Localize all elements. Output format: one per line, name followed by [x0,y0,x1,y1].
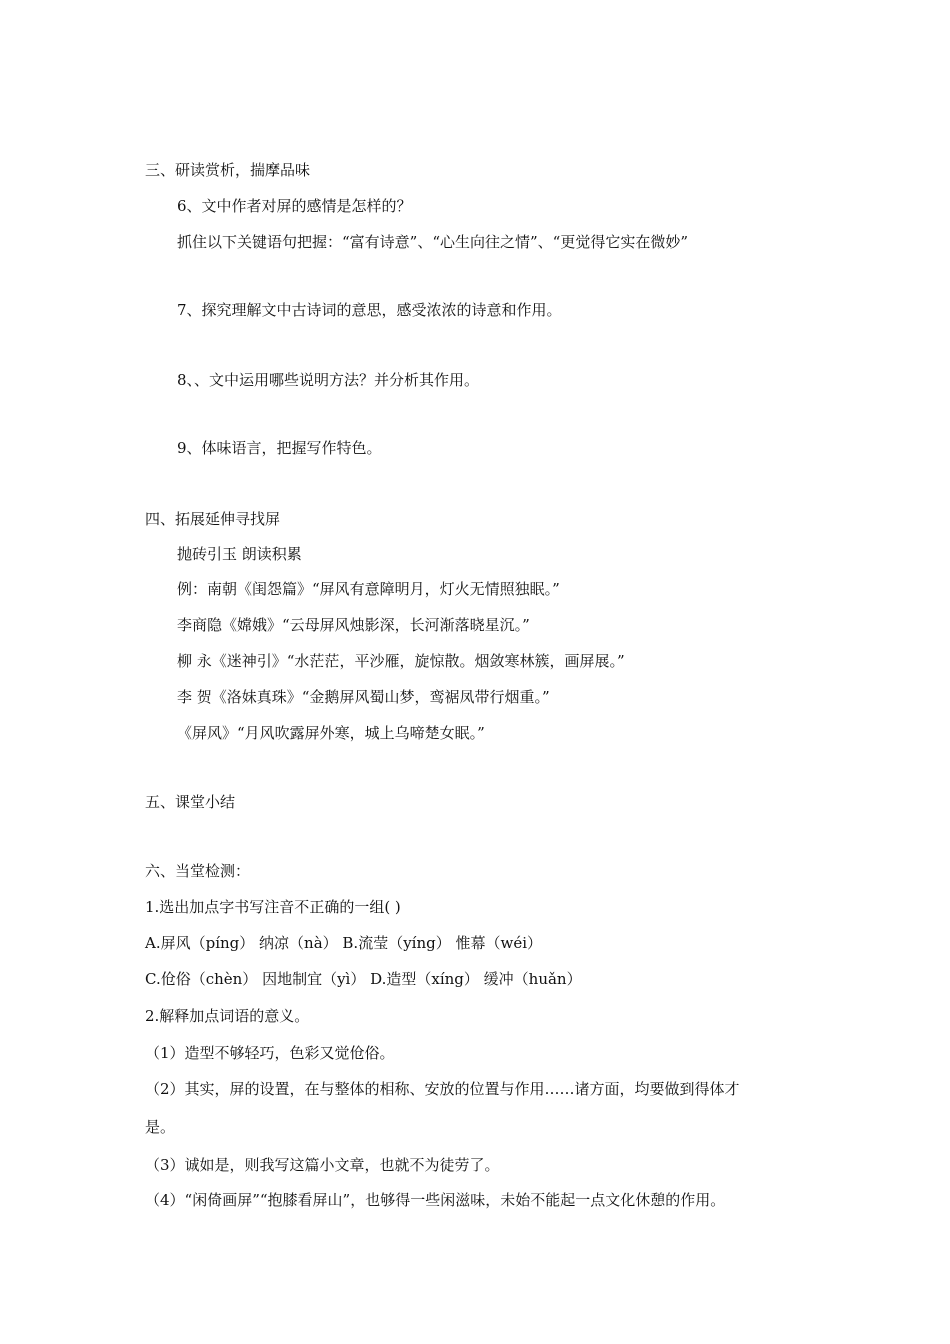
poem-example: 《屏风》“月风吹露屏外寒，城上乌啼楚女眠。” [177,724,485,742]
poem-example: 李 贺《洛妹真珠》“金鹅屏风蜀山梦，鸾裾凤带行烟重。” [177,688,550,706]
test-item-continuation: 是。 [145,1118,176,1136]
poem-example: 柳 永《迷神引》“水茫茫，平沙雁，旋惊散。烟敛寒林簇，画屏展。” [177,652,625,670]
test-question-1-options-ab: A.屏风（píng） 纳凉（nà） B.流莹（yíng） 惟幕（wéi） [145,934,543,952]
question-9: 9、体味语言，把握写作特色。 [177,439,382,457]
test-item: （2）其实，屏的设置，在与整体的相称、安放的位置与作用……诸方面，均要做到得体才 [145,1080,740,1098]
test-question-1: 1.选出加点字书写注音不正确的一组( ) [145,898,401,916]
test-question-1-options-cd: C.伧俗（chèn） 因地制宜（yì） D.造型（xíng） 缓冲（huǎn） [145,970,582,988]
question-7: 7、探究理解文中古诗词的意思，感受浓浓的诗意和作用。 [177,301,562,319]
section-4-intro: 抛砖引玉 朗读积累 [177,545,302,563]
test-item: （3）诚如是，则我写这篇小文章，也就不为徒劳了。 [145,1156,500,1174]
test-item: （4）“闲倚画屏”“抱膝看屏山”，也够得一些闲滋味，未始不能起一点文化休憩的作用。 [145,1191,726,1209]
section-3-heading: 三、研读赏析，揣摩品味 [145,161,311,179]
section-5-heading: 五、课堂小结 [145,793,236,811]
question-6-hint: 抓住以下关键语句把握：“富有诗意”、“心生向往之情”、“更觉得它实在微妙” [177,233,689,251]
poem-example: 例：南朝《闺怨篇》“屏风有意障明月，灯火无情照独眠。” [177,580,560,598]
section-6-heading: 六、当堂检测： [145,862,251,880]
section-4-heading: 四、拓展延伸寻找屏 [145,510,281,528]
poem-example: 李商隐《嫦娥》“云母屏风烛影深，长河渐落晓星沉。” [177,616,530,634]
question-6: 6、文中作者对屏的感情是怎样的？ [177,197,412,215]
test-question-2: 2.解释加点词语的意义。 [145,1007,310,1025]
question-8: 8、、文中运用哪些说明方法？并分析其作用。 [177,371,480,389]
test-item: （1）造型不够轻巧，色彩又觉伧俗。 [145,1044,395,1062]
